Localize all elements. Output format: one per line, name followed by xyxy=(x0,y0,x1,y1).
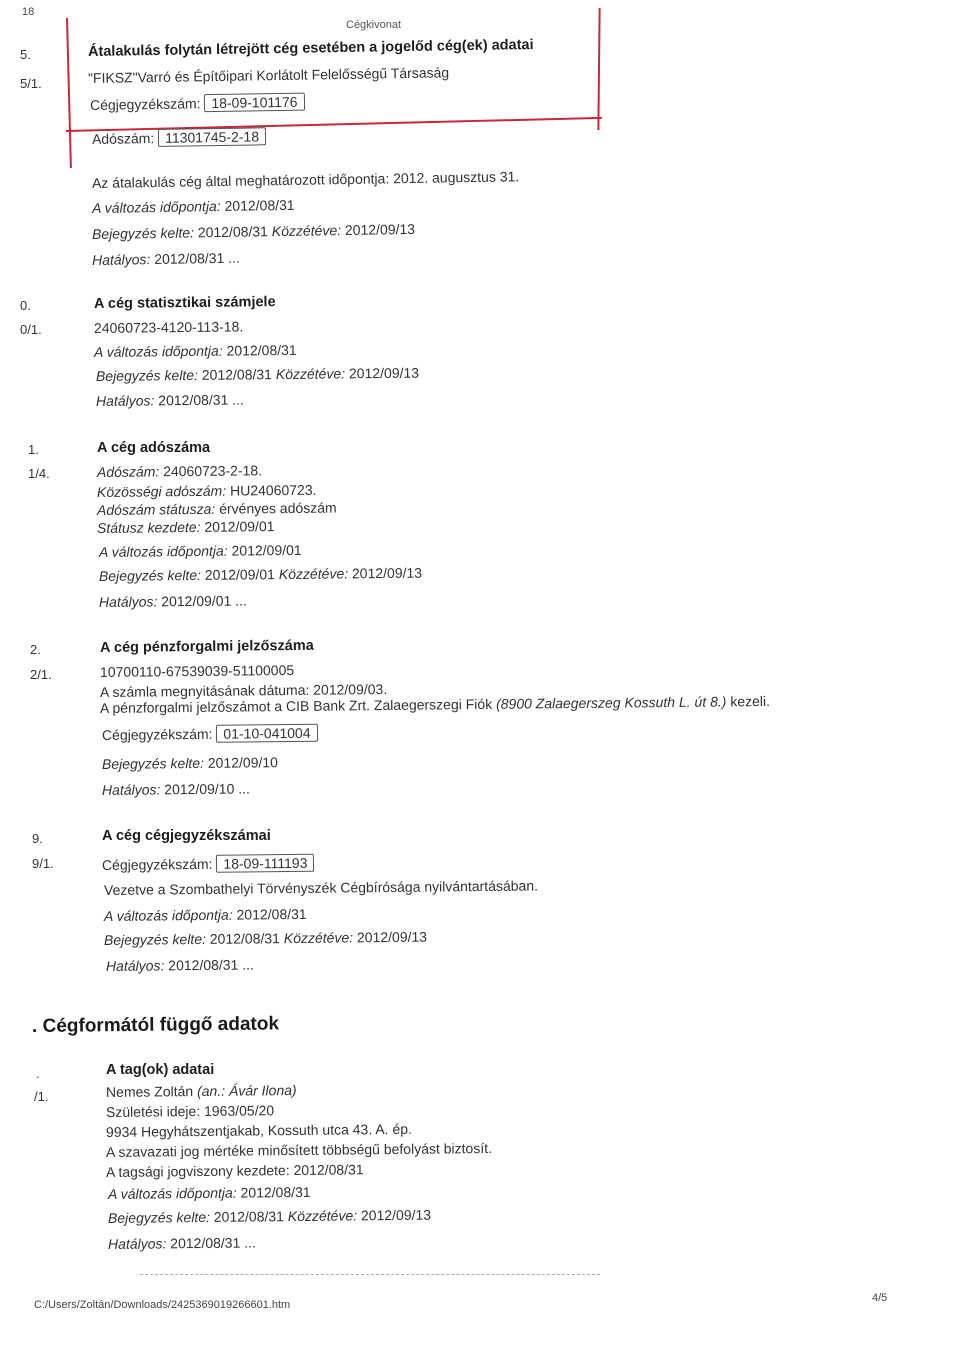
change-date-value: 2012/09/01 xyxy=(231,541,302,559)
published-label: Közzétéve: xyxy=(287,1207,358,1225)
effective-label: Hatályos: xyxy=(91,251,151,268)
effective-label: Hatályos: xyxy=(105,957,165,974)
entry-heading: A cég statisztikai számjele xyxy=(93,294,276,312)
reg-date-value: 2012/08/31 xyxy=(201,366,272,383)
mother-name: (an.: Ávár Ilona) xyxy=(196,1082,297,1100)
published-value: 2012/09/13 xyxy=(360,1206,432,1224)
entry-number: 0. xyxy=(20,298,31,313)
registration-line xyxy=(96,365,419,384)
tax-value: 24060723-2-18. xyxy=(163,462,263,480)
entry-subnumber: 5/1. xyxy=(20,76,42,91)
entry-number: . xyxy=(36,1066,40,1081)
effective-line xyxy=(108,1234,256,1252)
change-date xyxy=(108,1184,311,1202)
entry-heading: A cég adószáma xyxy=(97,440,211,456)
effective-line xyxy=(106,956,254,974)
voting-rights: A szavazati jog mértéke minősített többségű befolyást biztosít. xyxy=(105,1139,493,1160)
company-reg-row xyxy=(102,854,315,874)
bank-text: A pénzforgalmi jelzőszámot a CIB Bank Zrt. Zalaegerszegi Fiók xyxy=(99,695,493,716)
effective-line xyxy=(102,780,250,798)
status-start xyxy=(97,518,275,536)
registration-line xyxy=(104,929,427,948)
bank-address: (8900 Zalaegerszeg Kossuth L. út 8.) xyxy=(495,693,727,712)
bank-suffix: kezeli. xyxy=(730,692,771,710)
entry-subnumber: 2/1. xyxy=(30,667,52,682)
red-annotation-line xyxy=(66,18,72,168)
effective-line xyxy=(99,592,247,610)
entry-subnumber: 0/1. xyxy=(20,322,42,337)
reg-date-label: Bejegyzés kelte: xyxy=(95,366,199,384)
reg-number-box: 18-09-101176 xyxy=(204,93,304,113)
entry-number: 9. xyxy=(32,831,43,846)
membership-start: A tagsági jogviszony kezdete: 2012/08/31 xyxy=(105,1161,364,1180)
entry-heading: A cég pénzforgalmi jelzőszáma xyxy=(99,637,314,656)
effective-value: 2012/08/31 ... xyxy=(154,249,240,268)
published-label: Közzétéve: xyxy=(283,929,354,947)
effective-line xyxy=(96,391,244,409)
published-label: Közzétéve: xyxy=(275,365,346,383)
page-edge-number: 18 xyxy=(22,6,35,18)
tax-label: Adószám: xyxy=(96,463,160,480)
eu-tax-number xyxy=(97,482,317,500)
status-start-label: Státusz kezdete: xyxy=(96,518,201,536)
reg-date-label: Bejegyzés kelte: xyxy=(91,224,195,242)
tax-number-box: 11301745-2-18 xyxy=(158,127,266,147)
effective-value: 2012/09/01 ... xyxy=(161,592,247,610)
published-value: 2012/09/13 xyxy=(344,220,416,239)
account-number: 10700110-67539039-51100005 xyxy=(99,661,295,680)
tax-row xyxy=(92,127,266,148)
effective-line xyxy=(92,250,240,268)
effective-label: Hatályos: xyxy=(95,392,155,409)
effective-value: 2012/08/31 ... xyxy=(168,956,254,974)
eu-tax-label: Közösségi adószám: xyxy=(96,482,227,500)
document-title: Cégkivonat xyxy=(346,19,402,31)
change-date-label: A változás időpontja: xyxy=(107,1184,237,1202)
entry-heading: A tag(ok) adatai xyxy=(106,1062,215,1078)
registration-line xyxy=(99,565,422,584)
change-date xyxy=(94,342,297,360)
section-heading: . Cégformától függő adatok xyxy=(31,1013,280,1037)
reg-date-value: 2012/08/31 xyxy=(213,1208,284,1225)
reg-number-box: 18-09-111193 xyxy=(216,854,314,873)
page-number: 4/5 xyxy=(872,1292,888,1304)
reg-date-value: 2012/08/31 xyxy=(209,930,280,947)
entry-number: 2. xyxy=(30,642,41,657)
member-address: 9934 Hegyhátszentjakab, Kossuth utca 43. A. ép. xyxy=(105,1120,412,1140)
reg-date-label: Bejegyzés kelte: xyxy=(107,1208,211,1226)
tax-status-value: érvényes adószám xyxy=(219,499,337,517)
published-value: 2012/09/13 xyxy=(356,928,428,946)
predecessor-name: "FIKSZ"Varró és Építőipari Korlátolt Felelősségű Társaság xyxy=(87,64,450,86)
account-open-date: A számla megnyitásának dátuma: 2012/09/03. xyxy=(99,680,388,700)
member-name xyxy=(106,1082,297,1100)
effective-value: 2012/08/31 ... xyxy=(158,391,244,409)
change-date-label: A változás időpontja: xyxy=(91,197,221,216)
entry-heading: Átalakulás folytán létrejött cég esetében a jogelőd cég(ek) adatai xyxy=(87,37,534,60)
reg-date-value: 2012/09/10 xyxy=(207,754,278,771)
entry-subnumber: 1/4. xyxy=(28,466,50,481)
change-date xyxy=(92,197,295,216)
file-path: C:/Users/Zoltán/Downloads/2425369019266601.htm xyxy=(34,1299,291,1311)
change-date-value: 2012/08/31 xyxy=(224,196,295,214)
registration-line xyxy=(102,754,278,772)
change-date-value: 2012/08/31 xyxy=(236,905,307,923)
effective-label: Hatályos: xyxy=(107,1235,167,1252)
reg-date-value: 2012/09/01 xyxy=(204,566,275,583)
company-reg-row xyxy=(90,93,305,114)
reg-number-box: 01-10-041004 xyxy=(216,724,317,743)
birth-date: Születési ideje: 1963/05/20 xyxy=(105,1102,275,1120)
entry-number: 5. xyxy=(20,47,31,62)
published-label: Közzétéve: xyxy=(271,222,342,240)
entry-subnumber: 9/1. xyxy=(32,856,54,871)
published-value: 2012/09/13 xyxy=(351,564,423,582)
entry-number: 1. xyxy=(28,442,39,457)
reg-date-label: Bejegyzés kelte: xyxy=(103,930,207,948)
tax-status xyxy=(97,499,337,518)
registration-line xyxy=(108,1207,431,1226)
entry-heading: A cég cégjegyzékszámai xyxy=(102,828,271,844)
separator-line xyxy=(140,1274,600,1276)
change-date xyxy=(99,542,302,560)
stat-number: 24060723-4120-113-18. xyxy=(93,318,244,336)
change-date-label: A változás időpontja: xyxy=(103,906,233,924)
member-name-value: Nemes Zoltán xyxy=(105,1083,194,1100)
tax-status-label: Adószám státusza: xyxy=(96,500,216,518)
reg-label: Cégjegyzékszám: xyxy=(101,725,213,743)
status-start-value: 2012/09/01 xyxy=(204,518,275,535)
tax-number xyxy=(97,462,262,480)
change-date xyxy=(104,906,307,924)
registration-line xyxy=(92,221,415,242)
reg-date-value: 2012/08/31 xyxy=(197,223,269,241)
tax-label: Adószám: xyxy=(91,130,155,147)
change-date-label: A változás időpontja: xyxy=(93,342,223,360)
effective-value: 2012/09/10 ... xyxy=(164,780,250,798)
effective-label: Hatályos: xyxy=(98,593,158,610)
transformation-date: Az átalakulás cég által meghatározott időpontja: 2012. augusztus 31. xyxy=(91,168,520,191)
reg-date-label: Bejegyzés kelte: xyxy=(101,754,205,772)
red-annotation-line xyxy=(597,8,600,130)
bank-reg-row xyxy=(102,724,318,744)
reg-label: Cégjegyzékszám: xyxy=(89,95,201,113)
change-date-value: 2012/08/31 xyxy=(226,341,297,359)
eu-tax-value: HU24060723. xyxy=(229,481,317,499)
published-label: Közzétéve: xyxy=(278,565,349,583)
reg-label: Cégjegyzékszám: xyxy=(101,855,213,873)
entry-subnumber: /1. xyxy=(34,1089,49,1104)
reg-date-label: Bejegyzés kelte: xyxy=(98,566,202,584)
court-line: Vezetve a Szombathelyi Törvényszék Cégbírósága nyilvántartásában. xyxy=(103,877,539,898)
change-date-value: 2012/08/31 xyxy=(240,1183,311,1201)
published-value: 2012/09/13 xyxy=(348,364,420,382)
change-date-label: A változás időpontja: xyxy=(98,542,228,560)
effective-value: 2012/08/31 ... xyxy=(170,1234,256,1252)
effective-label: Hatályos: xyxy=(101,781,161,798)
